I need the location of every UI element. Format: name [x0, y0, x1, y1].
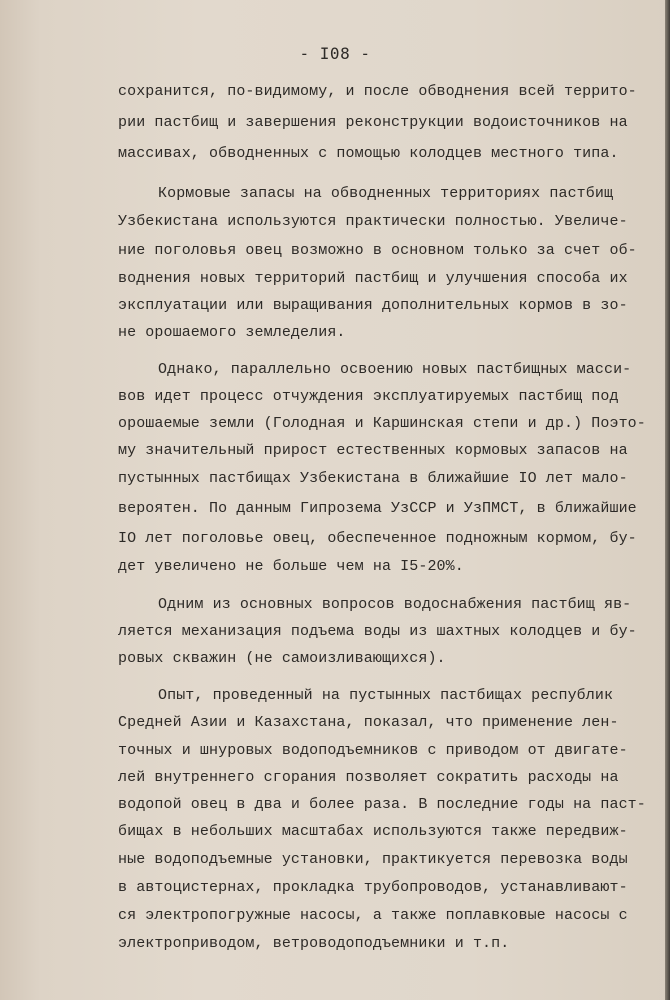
text-line: в автоцистернах, прокладка трубопроводов, устанавливают-	[118, 879, 628, 896]
page-edge-shadow	[665, 0, 670, 1000]
text-line: пустынных пастбищах Узбекистана в ближайшие IO лет мало-	[118, 470, 628, 487]
text-line: ся электропогружные насосы, а также поплавковые насосы с	[118, 907, 628, 924]
text-line: водопой овец в два и более раза. В последние годы на паст-	[118, 796, 646, 813]
text-line: Опыт, проведенный на пустынных пастбищах республик	[158, 687, 614, 704]
text-line: не орошаемого земледелия.	[118, 324, 346, 341]
text-line: Кормовые запасы на обводненных территориях пастбищ	[158, 185, 614, 202]
text-line: эксплуатации или выращивания дополнительных кормов в зо-	[118, 297, 628, 314]
text-line: му значительный прирост естественных кормовых запасов на	[118, 442, 628, 459]
text-line: ляется механизация подъема воды из шахтных колодцев и бу-	[118, 623, 637, 640]
page-number: - I08 -	[299, 44, 371, 63]
text-line: точных и шнуровых водоподъемников с приводом от двигате-	[118, 742, 628, 759]
text-line: массивах, обводненных с помощью колодцев местного типа.	[118, 145, 619, 162]
text-line: орошаемые земли (Голодная и Каршинская степи и др.) Поэто-	[118, 415, 646, 432]
text-line: Средней Азии и Казахстана, показал, что применение лен-	[118, 714, 619, 731]
text-line: Однако, параллельно освоению новых пастбищных масси-	[158, 361, 632, 378]
text-line: ние поголовья овец возможно в основном только за счет об-	[118, 242, 637, 259]
text-line: лей внутреннего сгорания позволяет сократить расходы на	[118, 769, 619, 786]
text-line: воднения новых территорий пастбищ и улучшения способа их	[118, 270, 628, 287]
text-line: ровых скважин (не самоизливающихся).	[118, 650, 446, 667]
text-line: сохранится, по-видимому, и после обводнения всей террито-	[118, 83, 637, 100]
text-line: рии пастбищ и завершения реконструкции водоисточников на	[118, 114, 628, 131]
text-line: вов идет процесс отчуждения эксплуатируемых пастбищ под	[118, 388, 619, 405]
text-line: Одним из основных вопросов водоснабжения пастбищ яв-	[158, 596, 632, 613]
text-line: IO лет поголовье овец, обеспеченное подножным кормом, бу-	[118, 530, 637, 547]
text-line: бищах в небольших масштабах используются также передвиж-	[118, 823, 628, 840]
text-line: дет увеличено не больше чем на I5-20%.	[118, 558, 464, 575]
text-line: электроприводом, ветроводоподъемники и т.п.	[118, 935, 510, 952]
text-line: ные водоподъемные установки, практикуется перевозка воды	[118, 851, 628, 868]
text-line: Узбекистана используются практически полностью. Увеличе-	[118, 213, 628, 230]
text-line: вероятен. По данным Гипрозема УзССР и УзПМСТ, в ближайшие	[118, 500, 637, 517]
